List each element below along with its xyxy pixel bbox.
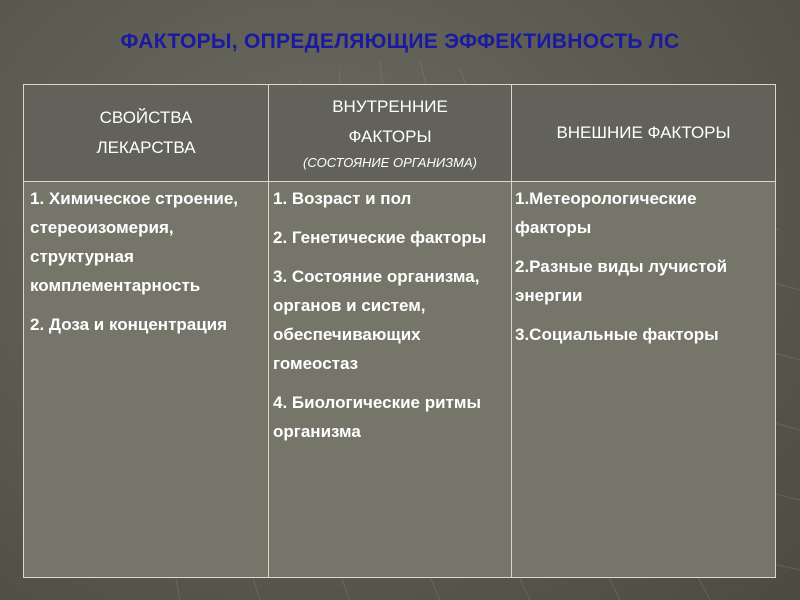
list-item: 3.Социальные факторы — [515, 325, 719, 344]
list-item: 1.Метеорологические факторы — [515, 189, 697, 237]
list-item: 2.Разные виды лучистой энергии — [515, 257, 728, 305]
list-item: 2. Доза и концентрация — [30, 315, 228, 334]
list-item: 2. Генетические факторы — [273, 228, 487, 247]
header-label: ВНЕШНИЕ ФАКТОРЫ — [556, 123, 731, 142]
internal-factors-cell — [269, 182, 512, 578]
header-label: СВОЙСТВА ЛЕКАРСТВА — [96, 108, 196, 157]
table-body-row — [24, 182, 776, 578]
list-item: 3. Состояние организма, органов и систем, обеспечивающих гомеостаз — [273, 267, 480, 373]
list-item: 1. Возраст и пол — [273, 189, 412, 208]
external-factors-cell — [512, 182, 776, 578]
header-label: ВНУТРЕННИЕ ФАКТОРЫ — [332, 97, 448, 146]
header-drug-properties — [24, 85, 269, 182]
header-sublabel: (СОСТОЯНИЕ ОРГАНИЗМА) — [303, 155, 477, 170]
table-header-row — [24, 85, 776, 182]
list-item: 1. Химическое строение, стереоизомерия, структурная комплементарность — [30, 189, 239, 295]
list-item: 4. Биологические ритмы организма — [273, 393, 481, 441]
factors-table — [23, 84, 776, 578]
header-internal-factors — [269, 85, 512, 182]
page-title: ФАКТОРЫ, ОПРЕДЕЛЯЮЩИЕ ЭФФЕКТИВНОСТЬ ЛС — [120, 30, 680, 53]
header-external-factors — [512, 85, 776, 182]
drug-properties-cell — [24, 182, 269, 578]
